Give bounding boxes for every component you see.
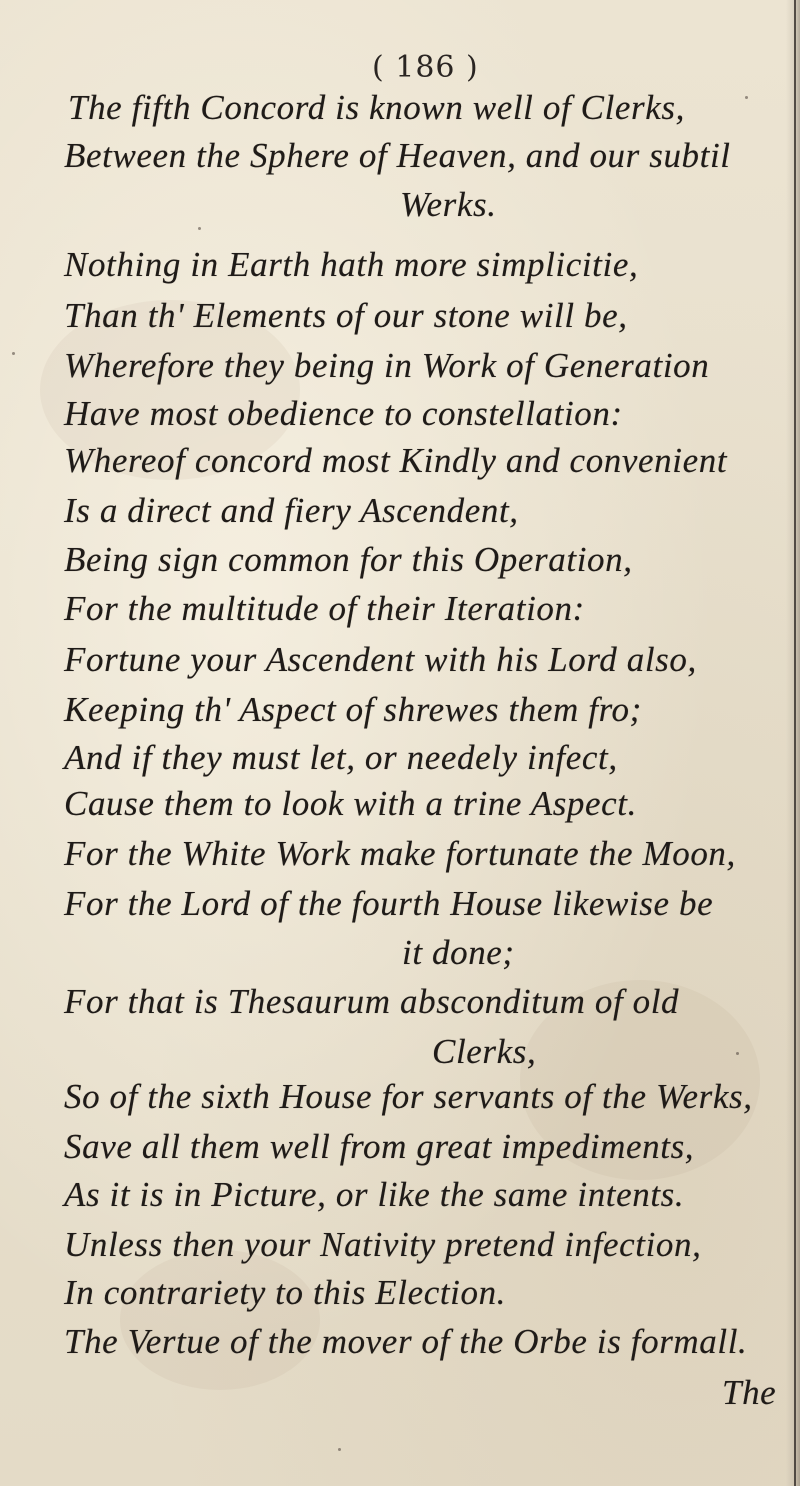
verse-line: Whereof concord most Kindly and convenient: [64, 441, 728, 480]
verse-line: So of the sixth House for servants of the Werks,: [64, 1077, 753, 1116]
verse-line: Than th' Elements of our stone will be,: [64, 296, 628, 335]
verse-line: Between the Sphere of Heaven, and our subtil: [64, 136, 731, 175]
verse-line: Clerks,: [432, 1032, 537, 1071]
verse-line: For the White Work make fortunate the Moon,: [64, 834, 736, 873]
verse-line: Save all them well from great impediments,: [64, 1127, 695, 1166]
verse-line: Being sign common for this Operation,: [64, 540, 633, 579]
verse-line: The fifth Concord is known well of Clerks,: [68, 88, 685, 127]
verse-line: For the Lord of the fourth House likewise be: [64, 884, 714, 923]
verse-line: As it is in Picture, or like the same intents.: [64, 1175, 685, 1214]
verse-line: it done;: [402, 933, 515, 972]
verse-line: For the multitude of their Iteration:: [64, 589, 585, 628]
verse-line: Cause them to look with a trine Aspect.: [64, 784, 637, 823]
verse-line: Unless then your Nativity pretend infection,: [64, 1225, 702, 1264]
verse-line: The: [722, 1373, 777, 1412]
verse-line: The Vertue of the mover of the Orbe is formall.: [64, 1322, 748, 1361]
verse-line: Nothing in Earth hath more simplicitie,: [64, 245, 639, 284]
verse-line: Werks.: [400, 185, 497, 224]
verse-line: Is a direct and fiery Ascendent,: [64, 491, 519, 530]
page-edge: [794, 0, 796, 1486]
verse-line: In contrariety to this Election.: [64, 1273, 507, 1312]
verse-line: For that is Thesaurum absconditum of old: [64, 982, 680, 1021]
verse-line: Keeping th' Aspect of shrewes them fro;: [64, 690, 642, 729]
page-number: ( 186 ): [372, 50, 479, 85]
verse-line: Wherefore they being in Work of Generation: [64, 346, 710, 385]
verse-line: Have most obedience to constellation:: [64, 394, 623, 433]
page-edge-shadow: [786, 0, 800, 1486]
verse-line: And if they must let, or needely infect,: [64, 738, 618, 777]
verse-line: Fortune your Ascendent with his Lord also,: [64, 640, 697, 679]
